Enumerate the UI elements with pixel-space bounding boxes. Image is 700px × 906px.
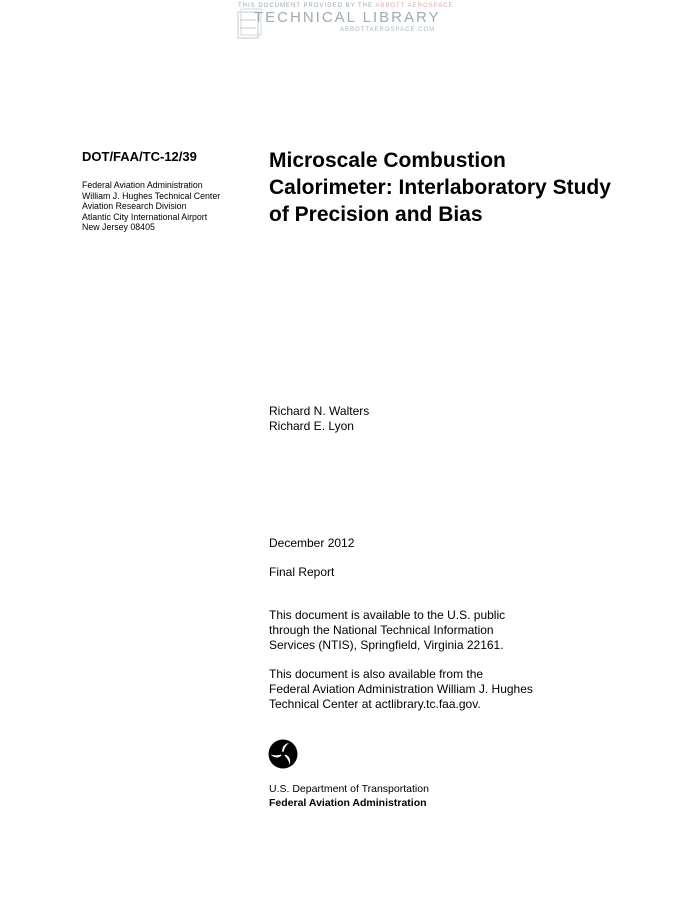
author-name: Richard N. Walters bbox=[269, 404, 370, 418]
agency-line: Aviation Research Division bbox=[82, 201, 187, 212]
agency-line: William J. Hughes Technical Center bbox=[82, 190, 221, 201]
department-name: U.S. Department of Transportation bbox=[269, 783, 429, 795]
watermark-provided-by-text: THIS DOCUMENT PROVIDED BY THE bbox=[238, 3, 374, 9]
watermark-library-title: TECHNICAL LIBRARY bbox=[254, 9, 441, 26]
report-title-line: Microscale Combustion bbox=[269, 149, 506, 172]
availability-faa bbox=[269, 667, 533, 712]
watermark-website: ABBOTTAEROSPACE.COM bbox=[340, 27, 436, 33]
report-type: Final Report bbox=[269, 565, 335, 579]
availability-line: This document is available to the U.S. public bbox=[269, 608, 506, 622]
availability-line: Technical Center at actlibrary.tc.faa.gov. bbox=[269, 697, 481, 711]
agency-line: Federal Aviation Administration bbox=[82, 180, 203, 190]
authors bbox=[269, 404, 369, 434]
availability-line: Federal Aviation Administration William J. Hughes bbox=[269, 682, 533, 696]
availability-ntis bbox=[269, 608, 505, 653]
agency-line: Atlantic City International Airport bbox=[82, 211, 208, 222]
watermark-brand-text: ABBOTT AEROSPACE bbox=[375, 3, 454, 9]
publication-date: December 2012 bbox=[269, 536, 355, 550]
report-title bbox=[269, 147, 679, 228]
technical-library-watermark bbox=[236, 2, 456, 46]
availability-line: through the National Technical Information bbox=[269, 623, 494, 637]
report-title-line: Calorimeter: Interlaboratory Study bbox=[269, 176, 611, 199]
department-footer bbox=[269, 783, 429, 810]
administration-name: Federal Aviation Administration bbox=[269, 796, 427, 809]
availability-line: This document is also available from the bbox=[269, 667, 484, 681]
agency-line: New Jersey 08405 bbox=[82, 222, 155, 233]
report-title-line: of Precision and Bias bbox=[269, 203, 483, 226]
dot-triskelion-logo-icon bbox=[268, 739, 298, 769]
agency-address bbox=[82, 180, 220, 233]
availability-line: Services (NTIS), Springfield, Virginia 22161. bbox=[269, 638, 504, 652]
author-name: Richard E. Lyon bbox=[269, 419, 354, 433]
report-number: DOT/FAA/TC-12/39 bbox=[82, 149, 197, 164]
